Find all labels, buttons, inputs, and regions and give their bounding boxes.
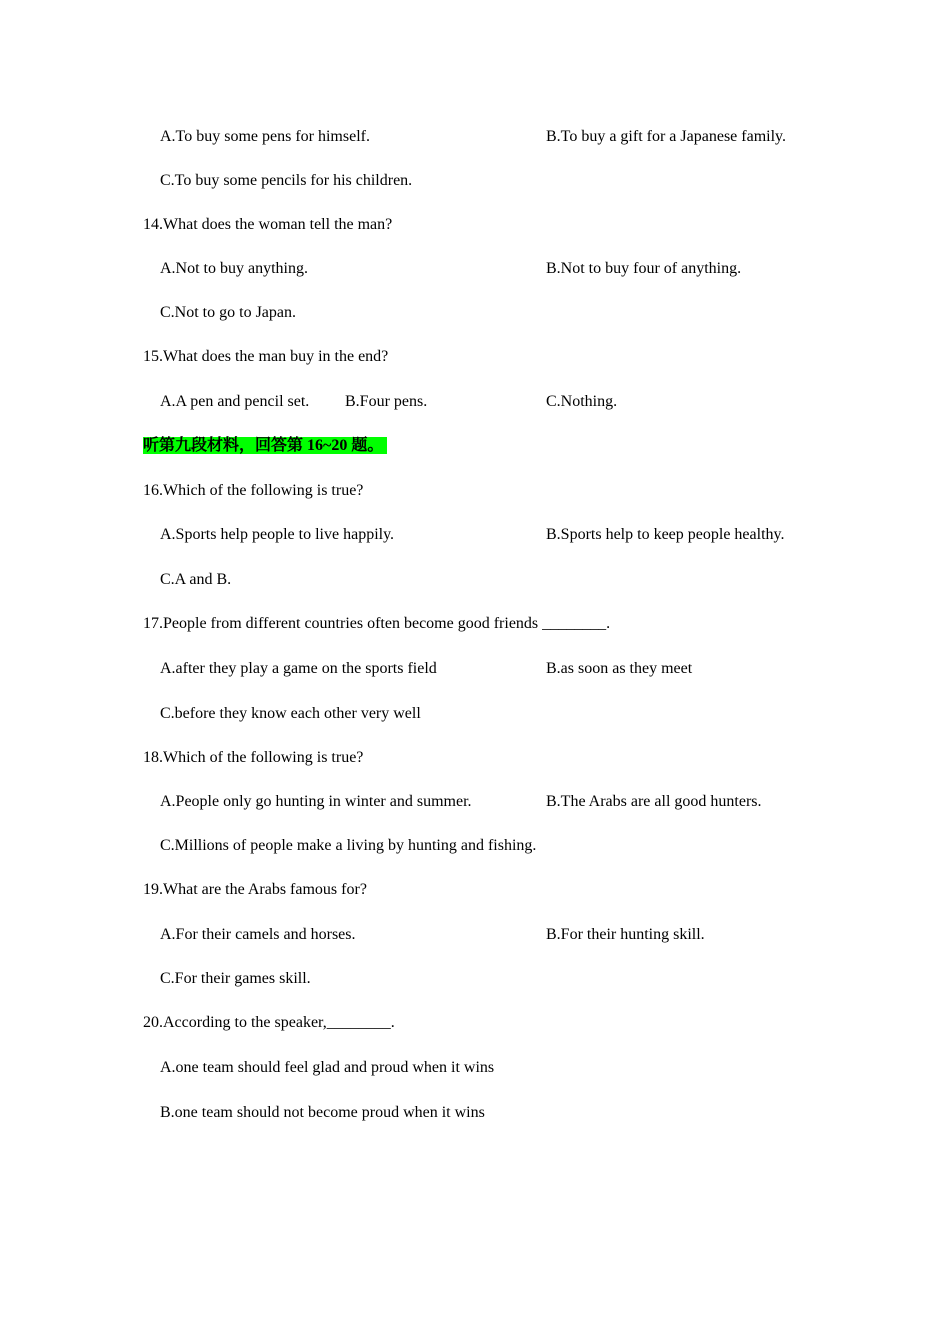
q14-question: 14.What does the woman tell the man? (143, 216, 393, 233)
q17-option-b: B.as soon as they meet (546, 660, 693, 677)
q14-option-c: C.Not to go to Japan. (160, 304, 296, 321)
q19-option-c: C.For their games skill. (160, 970, 311, 987)
q20-option-a: A.one team should feel glad and proud when it wins (160, 1059, 495, 1076)
section-heading (143, 436, 387, 456)
q15-option-c: C.Nothing. (546, 393, 618, 410)
q20-option-b: B.one team should not become proud when it wins (160, 1104, 485, 1121)
q13-option-b: B.To buy a gift for a Japanese family. (546, 128, 786, 145)
q13-option-a: A.To buy some pens for himself. (160, 128, 370, 145)
q16-question: 16.Which of the following is true? (143, 482, 364, 499)
q16-option-c: C.A and B. (160, 571, 232, 588)
q16-option-b: B.Sports help to keep people healthy. (546, 526, 785, 543)
q18-question: 18.Which of the following is true? (143, 749, 364, 766)
q18-option-b: B.The Arabs are all good hunters. (546, 793, 762, 810)
q14-option-a: A.Not to buy anything. (160, 260, 308, 277)
q15-option-b: B.Four pens. (345, 393, 428, 410)
q17-option-a: A.after they play a game on the sports field (160, 660, 437, 677)
q19-question: 19.What are the Arabs famous for? (143, 881, 367, 898)
q20-question: 20.According to the speaker,________. (143, 1014, 395, 1031)
q19-option-b: B.For their hunting skill. (546, 926, 705, 943)
q15-option-a: A.A pen and pencil set. (160, 393, 310, 410)
q18-option-c: C.Millions of people make a living by hunting and fishing. (160, 837, 537, 854)
q17-question: 17.People from different countries often become good friends ________. (143, 615, 611, 632)
q18-option-a: A.People only go hunting in winter and summer. (160, 793, 472, 810)
q14-option-b: B.Not to buy four of anything. (546, 260, 742, 277)
section-heading-text: 听第九段材料，回答第 16~20 题。 (143, 437, 387, 454)
q17-option-c: C.before they know each other very well (160, 705, 421, 722)
q16-option-a: A.Sports help people to live happily. (160, 526, 395, 543)
q19-option-a: A.For their camels and horses. (160, 926, 356, 943)
q13-option-c: C.To buy some pencils for his children. (160, 172, 413, 189)
q15-question: 15.What does the man buy in the end? (143, 348, 389, 365)
